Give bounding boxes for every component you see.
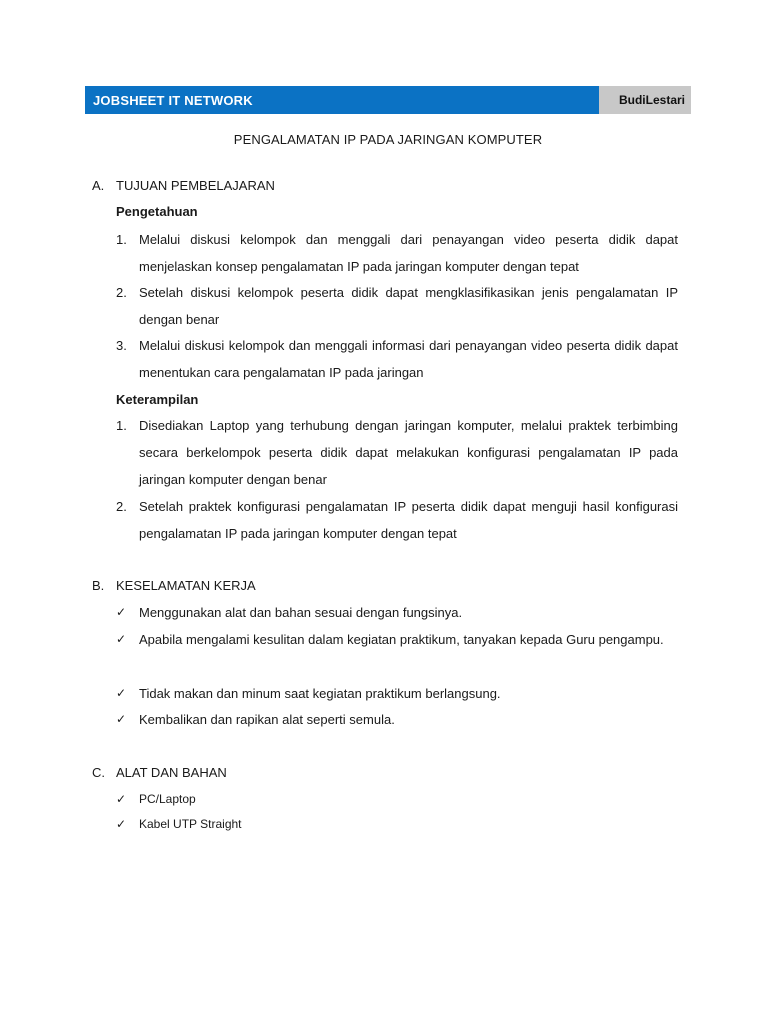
list-item	[116, 279, 678, 333]
list-item-number: 1.	[116, 418, 127, 433]
list-item-number: 2.	[116, 285, 127, 300]
section-c-letter: C.	[92, 765, 105, 780]
check-icon: ✓	[116, 632, 127, 646]
document-title: PENGALAMATAN IP PADA JARINGAN KOMPUTER	[233, 132, 543, 147]
section-c-heading	[92, 765, 227, 780]
section-b-heading	[92, 578, 256, 593]
check-icon: ✓	[116, 686, 127, 700]
checklist-text: Kembalikan dan rapikan alat seperti semula.	[139, 712, 395, 727]
checklist-item	[116, 811, 678, 838]
checklist-text: Kabel UTP Straight	[139, 817, 242, 831]
section-b-title: KESELAMATAN KERJA	[116, 578, 256, 593]
check-icon: ✓	[116, 712, 127, 726]
check-icon: ✓	[116, 792, 127, 806]
checklist-text: Apabila mengalami kesulitan dalam kegiatan praktikum, tanyakan kepada Guru pengampu.	[139, 632, 664, 647]
jobsheet-header	[85, 86, 691, 114]
checklist-item	[116, 706, 678, 733]
header-author: BudiLestari	[599, 86, 691, 114]
list-item-number: 3.	[116, 338, 127, 353]
list-item-number: 1.	[116, 232, 127, 247]
check-icon: ✓	[116, 817, 127, 831]
list-item-number: 2.	[116, 499, 127, 514]
list-item-text: Melalui diskusi kelompok dan menggali dari penayangan video peserta didik dapat menjelaskan konsep pengalamatan IP pada jaringan komputer dengan tepat	[139, 232, 678, 274]
list-item-text: Melalui diskusi kelompok dan menggali informasi dari penayangan video peserta didik dapat menentukan cara pengalamatan IP pada jaringan	[139, 338, 678, 380]
list-item	[116, 412, 678, 493]
list-item	[116, 332, 678, 386]
section-a-heading	[92, 178, 275, 193]
checklist-text: Menggunakan alat dan bahan sesuai dengan fungsinya.	[139, 605, 463, 620]
keterampilan-label: Keterampilan	[116, 392, 199, 407]
section-c-title: ALAT DAN BAHAN	[116, 765, 227, 780]
list-item	[116, 493, 678, 547]
section-a-title: TUJUAN PEMBELAJARAN	[116, 178, 275, 193]
check-icon: ✓	[116, 605, 127, 619]
checklist-item	[116, 786, 678, 813]
section-b-letter: B.	[92, 578, 105, 593]
pengetahuan-label: Pengetahuan	[116, 204, 198, 219]
list-item-text: Disediakan Laptop yang terhubung dengan jaringan komputer, melalui praktek terbimbing secara berkelompok peserta didik dapat melakukan konfigurasi pengalamatan IP pada jaringan komputer dengan benar	[139, 418, 678, 487]
checklist-item	[116, 599, 678, 626]
header-title: JOBSHEET IT NETWORK	[85, 86, 599, 114]
checklist-text: PC/Laptop	[139, 792, 196, 806]
checklist-item	[116, 680, 678, 707]
checklist-item	[116, 626, 678, 653]
checklist-text: Tidak makan dan minum saat kegiatan praktikum berlangsung.	[139, 686, 501, 701]
list-item-text: Setelah praktek konfigurasi pengalamatan IP peserta didik dapat menguji hasil konfigurasi pengalamatan IP pada jaringan komputer dengan tepat	[139, 499, 678, 541]
list-item	[116, 226, 678, 280]
list-item-text: Setelah diskusi kelompok peserta didik dapat mengklasifikasikan jenis pengalamatan IP dengan benar	[139, 285, 678, 327]
section-a-letter: A.	[92, 178, 105, 193]
